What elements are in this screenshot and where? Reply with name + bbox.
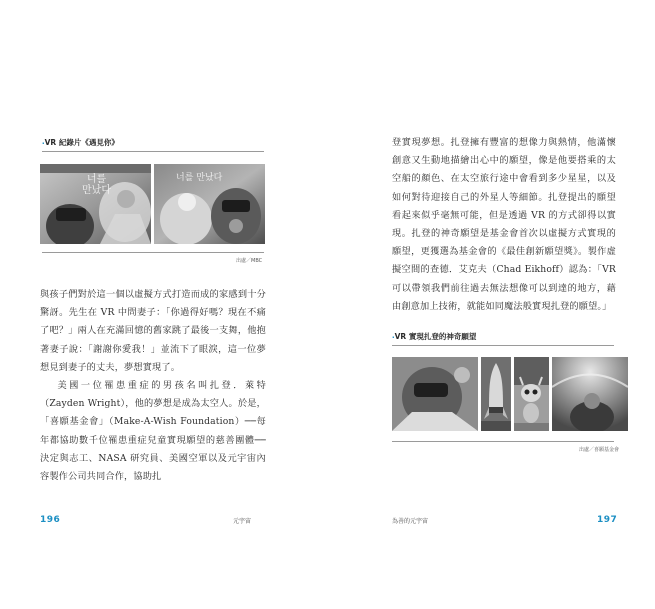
- wish-photo-astronaut: [392, 357, 478, 431]
- wish-photo-alien: [514, 357, 549, 431]
- vr-documentary-photo-2: [154, 164, 265, 244]
- wish-photo-space: [552, 357, 628, 431]
- photo-strip-mbc: [40, 164, 265, 244]
- page-number: 196: [40, 515, 61, 525]
- page-number: 197: [597, 515, 618, 525]
- section-header-meet-you: [42, 137, 264, 152]
- vr-documentary-photo-1: [40, 164, 151, 244]
- left-body-text: [40, 286, 266, 486]
- photo-bottom-rule: [42, 252, 264, 253]
- right-page: [328, 0, 655, 609]
- bullet-dot: ‧: [42, 139, 45, 148]
- alien-character-icon: [514, 357, 549, 431]
- section-title: ‧VR 紀錄片《遇見你》: [42, 138, 119, 148]
- paragraph: 與孩子們對於這一個以虛擬方式打造而成的家感到十分驚訝。先生在 VR 中問妻子：「你過得好嗎？現在不痛了吧？」兩人在充滿回憶的舊家跳了最後一支舞，他抱著妻子說：「謝謝你愛我！」並流下了眼淚，這一位夢想見到妻子的丈夫，夢想實現了。: [40, 289, 266, 373]
- photo-bottom-rule: [392, 441, 614, 442]
- child-vr-photo-illustration: [392, 357, 478, 431]
- section-header-wish: [392, 331, 614, 346]
- running-head: 為善的元宇宙: [392, 518, 429, 525]
- section-title: ‧VR 實現扎登的神奇願望: [392, 332, 477, 342]
- bullet-dot: ‧: [392, 333, 395, 342]
- wish-photo-rocket: [481, 357, 511, 431]
- left-page: [0, 0, 327, 609]
- photo-credit: 出處／MBC: [236, 258, 263, 264]
- photo-strip-wish: [392, 357, 628, 431]
- right-body-text: [392, 134, 616, 316]
- space-scene-photo-illustration: [552, 357, 628, 431]
- paragraph: 登實現夢想。扎登擁有豐富的想像力與熱情，他滿懷創意又生動地描繪出心中的願望，像是他要搭乘的太空船的顏色、在太空旅行途中會看到多少星星，以及如何對待迎接自己的外星人等細節。扎登提出的願望看起來似乎毫無可能，但是透過 VR 的方式卻得以實現。扎登的神奇願望是基金會首次以虛擬方式實現的願望，更獲選為基金會的《最佳創新願望獎》。製作虛擬空間的查德．艾克夫（Chad Eikhoff）認為：「VR 可以帶領我們前往過去無法想像可以到達的地方，藉由創意加上技術，就能如同魔法般實現扎登的願望。」: [392, 137, 616, 312]
- running-head: 元宇宙: [233, 518, 252, 525]
- paragraph: 美國一位罹患重症的男孩名叫扎登．萊特（Zayden Wright），他的夢想是成為太空人。於是，「喜願基金會」（Make-A-Wish Foundation）──每年都協助數千位罹患重症兒童實現願望的慈善團體──決定與志工、NASA 研究員、美國空軍以及元宇宙內容製作公司共同合作，協助扎: [40, 380, 266, 483]
- photo-1-korean-title: 너를 만났다: [82, 174, 111, 196]
- photo-2-korean-title: 너를 만났다: [176, 173, 223, 183]
- photo-credit: 出處／喜願基金會: [579, 447, 620, 453]
- rocket-icon: [481, 357, 511, 431]
